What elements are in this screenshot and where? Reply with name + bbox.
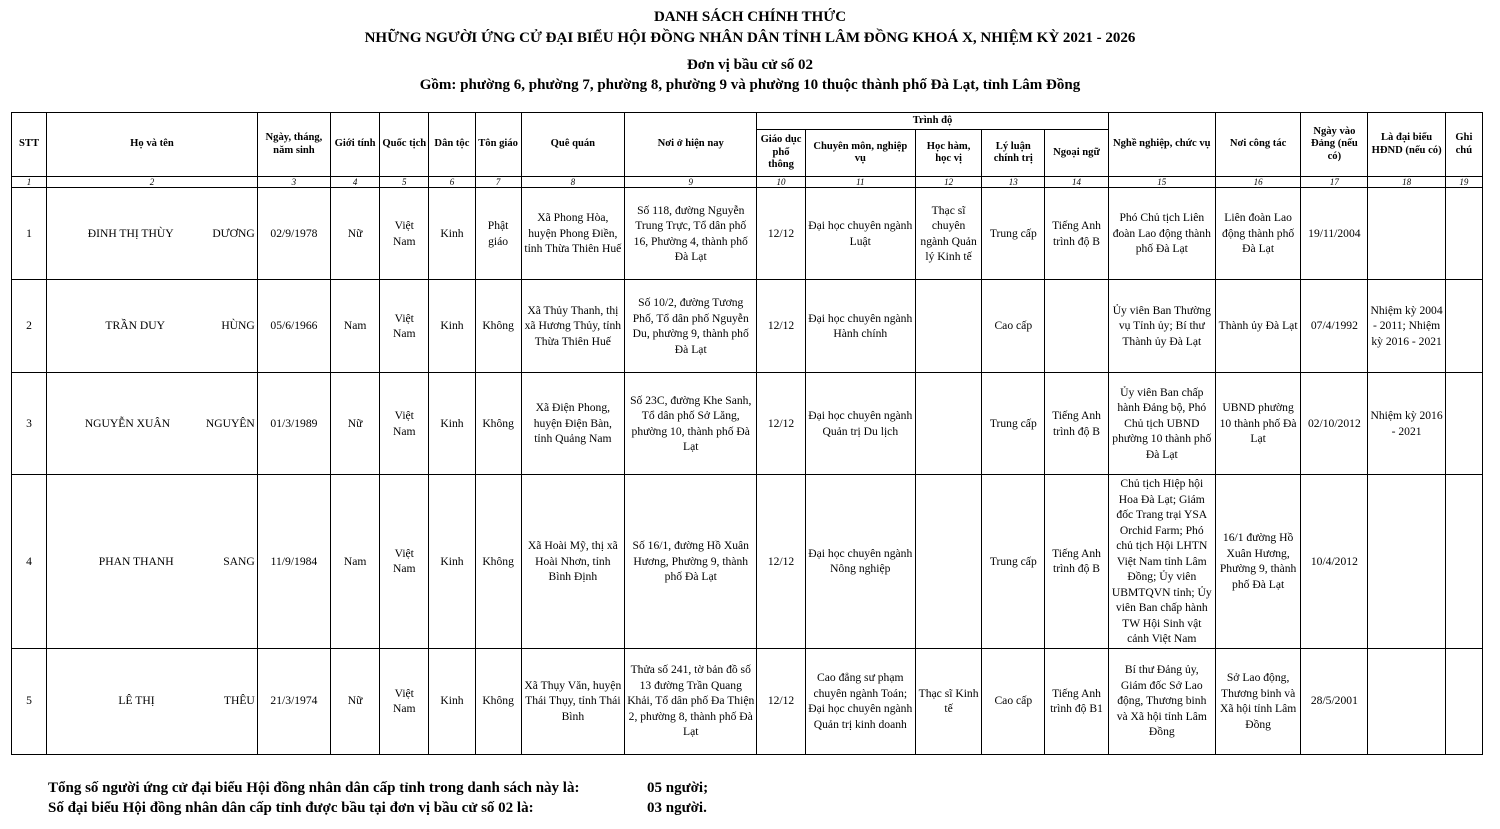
- table-row: [12, 280, 1483, 373]
- cell-former-delegate: [1368, 475, 1445, 649]
- cell-dob: 01/3/1989: [257, 373, 330, 475]
- cell-language: Tiếng Anh trình độ B: [1045, 373, 1108, 475]
- cell-party-date: 28/5/2001: [1301, 648, 1368, 754]
- column-number: 8: [521, 177, 624, 188]
- cell-hometown: Xã Phong Hòa, huyện Phong Điền, tỉnh Thừa Thiên Huế: [521, 188, 624, 280]
- cell-specialty: Đại học chuyên ngành Hành chính: [805, 280, 915, 373]
- cell-gender: Nữ: [331, 188, 380, 280]
- cell-political: Cao cấp: [982, 280, 1045, 373]
- col-language: Ngoại ngữ: [1045, 130, 1108, 177]
- col-hometown: Quê quán: [521, 113, 624, 177]
- cell-specialty: Đại học chuyên ngành Quản trị Du lịch: [805, 373, 915, 475]
- col-workplace: Nơi công tác: [1215, 113, 1300, 177]
- cell-religion: Phật giáo: [475, 188, 521, 280]
- cell-stt: 4: [12, 475, 47, 649]
- cell-hometown: Xã Thủy Thanh, thị xã Hương Thủy, tỉnh Thừa Thiên Huế: [521, 280, 624, 373]
- column-number: 5: [380, 177, 429, 188]
- cell-dob: 02/9/1978: [257, 188, 330, 280]
- cell-workplace: 16/1 đường Hồ Xuân Hương, Phường 9, thành phố Đà Lạt: [1215, 475, 1300, 649]
- cell-party-date: 02/10/2012: [1301, 373, 1368, 475]
- cell-former-delegate: Nhiệm kỳ 2004 - 2011; Nhiệm kỳ 2016 - 2021: [1368, 280, 1445, 373]
- candidate-surname: NGUYỄN XUÂN: [84, 416, 171, 430]
- electoral-unit-wards: Gồm: phường 6, phường 7, phường 8, phường 9 và phường 10 thuộc thành phố Đà Lạt, tỉnh Lâm Đồng: [419, 77, 1081, 93]
- col-religion: Tôn giáo: [475, 113, 521, 177]
- cell-political: Cao cấp: [982, 648, 1045, 754]
- cell-gender: Nam: [331, 280, 380, 373]
- cell-general-edu: 12/12: [757, 475, 805, 649]
- cell-hometown: Xã Hoài Mỹ, thị xã Hoài Nhơn, tỉnh Bình Định: [521, 475, 624, 649]
- col-ethnicity: Dân tộc: [429, 113, 475, 177]
- footer-total: [48, 780, 709, 797]
- cell-ethnicity: Kinh: [429, 373, 475, 475]
- cell-stt: 5: [12, 648, 47, 754]
- column-number: 17: [1301, 177, 1368, 188]
- cell-political: Trung cấp: [982, 188, 1045, 280]
- cell-language: [1045, 280, 1108, 373]
- column-number: 19: [1445, 177, 1482, 188]
- cell-academic: Thạc sĩ chuyên ngành Quản lý Kinh tế: [915, 188, 981, 280]
- column-number: 7: [475, 177, 521, 188]
- candidate-given-name: HÙNG: [221, 319, 255, 333]
- cell-workplace: Liên đoàn Lao động thành phố Đà Lạt: [1215, 188, 1300, 280]
- cell-former-delegate: [1368, 188, 1445, 280]
- col-party-date: Ngày vào Đảng (nếu có): [1301, 113, 1368, 177]
- cell-ethnicity: Kinh: [429, 475, 475, 649]
- candidate-given-name: DƯƠNG: [212, 226, 255, 240]
- column-number: 6: [429, 177, 475, 188]
- candidate-surname: ĐINH THỊ THÙY: [87, 226, 174, 240]
- col-general-edu: Giáo dục phổ thông: [757, 130, 805, 177]
- cell-religion: Không: [475, 280, 521, 373]
- cell-name: [47, 475, 258, 649]
- cell-name: [47, 373, 258, 475]
- column-number: 10: [757, 177, 805, 188]
- cell-general-edu: 12/12: [757, 188, 805, 280]
- cell-gender: Nữ: [331, 373, 380, 475]
- cell-hometown: Xã Thụy Văn, huyện Thái Thụy, tỉnh Thái Bình: [521, 648, 624, 754]
- cell-religion: Không: [475, 475, 521, 649]
- footer-total-label: Tổng số người ứng cử đại biểu Hội đồng nhân dân cấp tỉnh trong danh sách này là:: [48, 780, 580, 796]
- col-gender: Giới tính: [331, 113, 380, 177]
- document-subtitle: NHỮNG NGƯỜI ỨNG CỬ ĐẠI BIỂU HỘI ĐỒNG NHÂN DÂN TỈNH LÂM ĐỒNG KHOÁ X, NHIỆM KỲ 2021 - 2026: [364, 30, 1136, 46]
- cell-academic: [915, 373, 981, 475]
- col-education-group: Trình độ: [757, 113, 1108, 130]
- candidate-table: [11, 112, 1483, 755]
- col-note: Ghi chú: [1445, 113, 1482, 177]
- cell-nationality: Việt Nam: [380, 475, 429, 649]
- cell-gender: Nam: [331, 475, 380, 649]
- column-number: 15: [1108, 177, 1215, 188]
- col-specialty: Chuyên môn, nghiệp vụ: [805, 130, 915, 177]
- footer-total-value: 05 người;: [647, 780, 709, 796]
- cell-occupation: Ủy viên Ban Thường vụ Tỉnh ủy; Bí thư Thành ủy Đà Lạt: [1108, 280, 1215, 373]
- col-stt: STT: [12, 113, 47, 177]
- cell-residence: Số 16/1, đường Hồ Xuân Hương, Phường 9, thành phố Đà Lạt: [625, 475, 757, 649]
- cell-political: Trung cấp: [982, 475, 1045, 649]
- cell-hometown: Xã Điện Phong, huyện Điện Bàn, tỉnh Quảng Nam: [521, 373, 624, 475]
- col-dob: Ngày, tháng, năm sinh: [257, 113, 330, 177]
- cell-nationality: Việt Nam: [380, 648, 429, 754]
- candidate-surname: LÊ THỊ: [118, 694, 155, 708]
- table-row: [12, 648, 1483, 754]
- column-number: 14: [1045, 177, 1108, 188]
- column-number: 13: [982, 177, 1045, 188]
- cell-specialty: Cao đẳng sư phạm chuyên ngành Toán; Đại học chuyên ngành Quản trị kinh doanh: [805, 648, 915, 754]
- cell-language: Tiếng Anh trình độ B1: [1045, 648, 1108, 754]
- cell-workplace: UBND phường 10 thành phố Đà Lạt: [1215, 373, 1300, 475]
- cell-political: Trung cấp: [982, 373, 1045, 475]
- candidate-given-name: THÊU: [223, 694, 255, 708]
- column-number: 9: [625, 177, 757, 188]
- col-occupation: Nghề nghiệp, chức vụ: [1108, 113, 1215, 177]
- column-number: 4: [331, 177, 380, 188]
- footer-elected-label: Số đại biểu Hội đồng nhân dân cấp tỉnh được bầu tại đơn vị bầu cử số 02 là:: [48, 800, 534, 816]
- cell-residence: Thửa số 241, tờ bản đồ số 13 đường Trần Quang Khải, Tổ dân phố Đa Thiện 2, phường 8, thành phố Đà Lạt: [625, 648, 757, 754]
- cell-occupation: Bí thư Đảng ủy, Giám đốc Sở Lao động, Thương binh và Xã hội tỉnh Lâm Đồng: [1108, 648, 1215, 754]
- candidate-given-name: NGUYÊN: [205, 416, 255, 430]
- cell-academic: [915, 475, 981, 649]
- cell-name: [47, 648, 258, 754]
- cell-specialty: Đại học chuyên ngành Luật: [805, 188, 915, 280]
- column-number: 1: [12, 177, 47, 188]
- cell-general-edu: 12/12: [757, 280, 805, 373]
- column-number-row: [12, 177, 1483, 188]
- column-number: 11: [805, 177, 915, 188]
- cell-stt: 1: [12, 188, 47, 280]
- cell-nationality: Việt Nam: [380, 188, 429, 280]
- column-number: 18: [1368, 177, 1445, 188]
- cell-language: Tiếng Anh trình độ B: [1045, 188, 1108, 280]
- candidate-surname: TRẦN DUY: [105, 319, 165, 333]
- cell-specialty: Đại học chuyên ngành Nông nghiệp: [805, 475, 915, 649]
- col-former-delegate: Là đại biểu HĐND (nếu có): [1368, 113, 1445, 177]
- cell-note: [1445, 188, 1482, 280]
- col-residence: Nơi ở hiện nay: [625, 113, 757, 177]
- cell-residence: Số 23C, đường Khe Sanh, Tổ dân phố Sở Lăng, phường 10, thành phố Đà Lạt: [625, 373, 757, 475]
- table-row: [12, 475, 1483, 649]
- document-title: DANH SÁCH CHÍNH THỨC: [653, 9, 847, 25]
- cell-language: Tiếng Anh trình độ B: [1045, 475, 1108, 649]
- cell-note: [1445, 373, 1482, 475]
- cell-religion: Không: [475, 373, 521, 475]
- cell-workplace: Thành ủy Đà Lạt: [1215, 280, 1300, 373]
- table-row: [12, 188, 1483, 280]
- col-academic: Học hàm, học vị: [915, 130, 981, 177]
- cell-nationality: Việt Nam: [380, 373, 429, 475]
- cell-stt: 2: [12, 280, 47, 373]
- column-number: 3: [257, 177, 330, 188]
- cell-occupation: Ủy viên Ban chấp hành Đảng bộ, Phó Chủ tịch UBND phường 10 thành phố Đà Lạt: [1108, 373, 1215, 475]
- footer-elected-value: 03 người.: [647, 800, 707, 816]
- cell-general-edu: 12/12: [757, 373, 805, 475]
- electoral-unit: Đơn vị bầu cử số 02: [686, 57, 814, 73]
- candidate-given-name: SANG: [223, 554, 255, 568]
- cell-dob: 05/6/1966: [257, 280, 330, 373]
- table-row: [12, 373, 1483, 475]
- cell-occupation: Phó Chủ tịch Liên đoàn Lao động thành phố Đà Lạt: [1108, 188, 1215, 280]
- cell-nationality: Việt Nam: [380, 280, 429, 373]
- cell-ethnicity: Kinh: [429, 280, 475, 373]
- cell-party-date: 19/11/2004: [1301, 188, 1368, 280]
- cell-name: [47, 280, 258, 373]
- cell-former-delegate: Nhiệm kỳ 2016 - 2021: [1368, 373, 1445, 475]
- cell-occupation: Chủ tịch Hiệp hội Hoa Đà Lạt; Giám đốc Trang trại YSA Orchid Farm; Phó chủ tịch Hội LHTN Việt Nam tỉnh Lâm Đồng; Ủy viên UBMTQVN tỉnh; Ủy viên Ban chấp hành TW Hội Sinh vật cảnh Việt Nam: [1108, 475, 1215, 649]
- cell-dob: 21/3/1974: [257, 648, 330, 754]
- cell-name: [47, 188, 258, 280]
- candidate-surname: PHAN THANH: [98, 554, 174, 568]
- col-nationality: Quốc tịch: [380, 113, 429, 177]
- cell-former-delegate: [1368, 648, 1445, 754]
- col-political: Lý luận chính trị: [982, 130, 1045, 177]
- column-number: 12: [915, 177, 981, 188]
- cell-note: [1445, 280, 1482, 373]
- col-name: Họ và tên: [47, 113, 258, 177]
- cell-dob: 11/9/1984: [257, 475, 330, 649]
- cell-religion: Không: [475, 648, 521, 754]
- column-number: 2: [47, 177, 258, 188]
- cell-residence: Số 118, đường Nguyễn Trung Trực, Tổ dân phố 16, Phường 4, thành phố Đà Lạt: [625, 188, 757, 280]
- footer-elected: [48, 800, 707, 817]
- cell-party-date: 10/4/2012: [1301, 475, 1368, 649]
- column-number: 16: [1215, 177, 1300, 188]
- cell-workplace: Sở Lao động, Thương binh và Xã hội tỉnh Lâm Đồng: [1215, 648, 1300, 754]
- cell-note: [1445, 648, 1482, 754]
- cell-academic: [915, 280, 981, 373]
- cell-ethnicity: Kinh: [429, 648, 475, 754]
- cell-note: [1445, 475, 1482, 649]
- cell-residence: Số 10/2, đường Tương Phố, Tổ dân phố Nguyễn Du, phường 9, thành phố Đà Lạt: [625, 280, 757, 373]
- cell-gender: Nữ: [331, 648, 380, 754]
- cell-general-edu: 12/12: [757, 648, 805, 754]
- cell-stt: 3: [12, 373, 47, 475]
- cell-ethnicity: Kinh: [429, 188, 475, 280]
- cell-party-date: 07/4/1992: [1301, 280, 1368, 373]
- cell-academic: Thạc sĩ Kinh tế: [915, 648, 981, 754]
